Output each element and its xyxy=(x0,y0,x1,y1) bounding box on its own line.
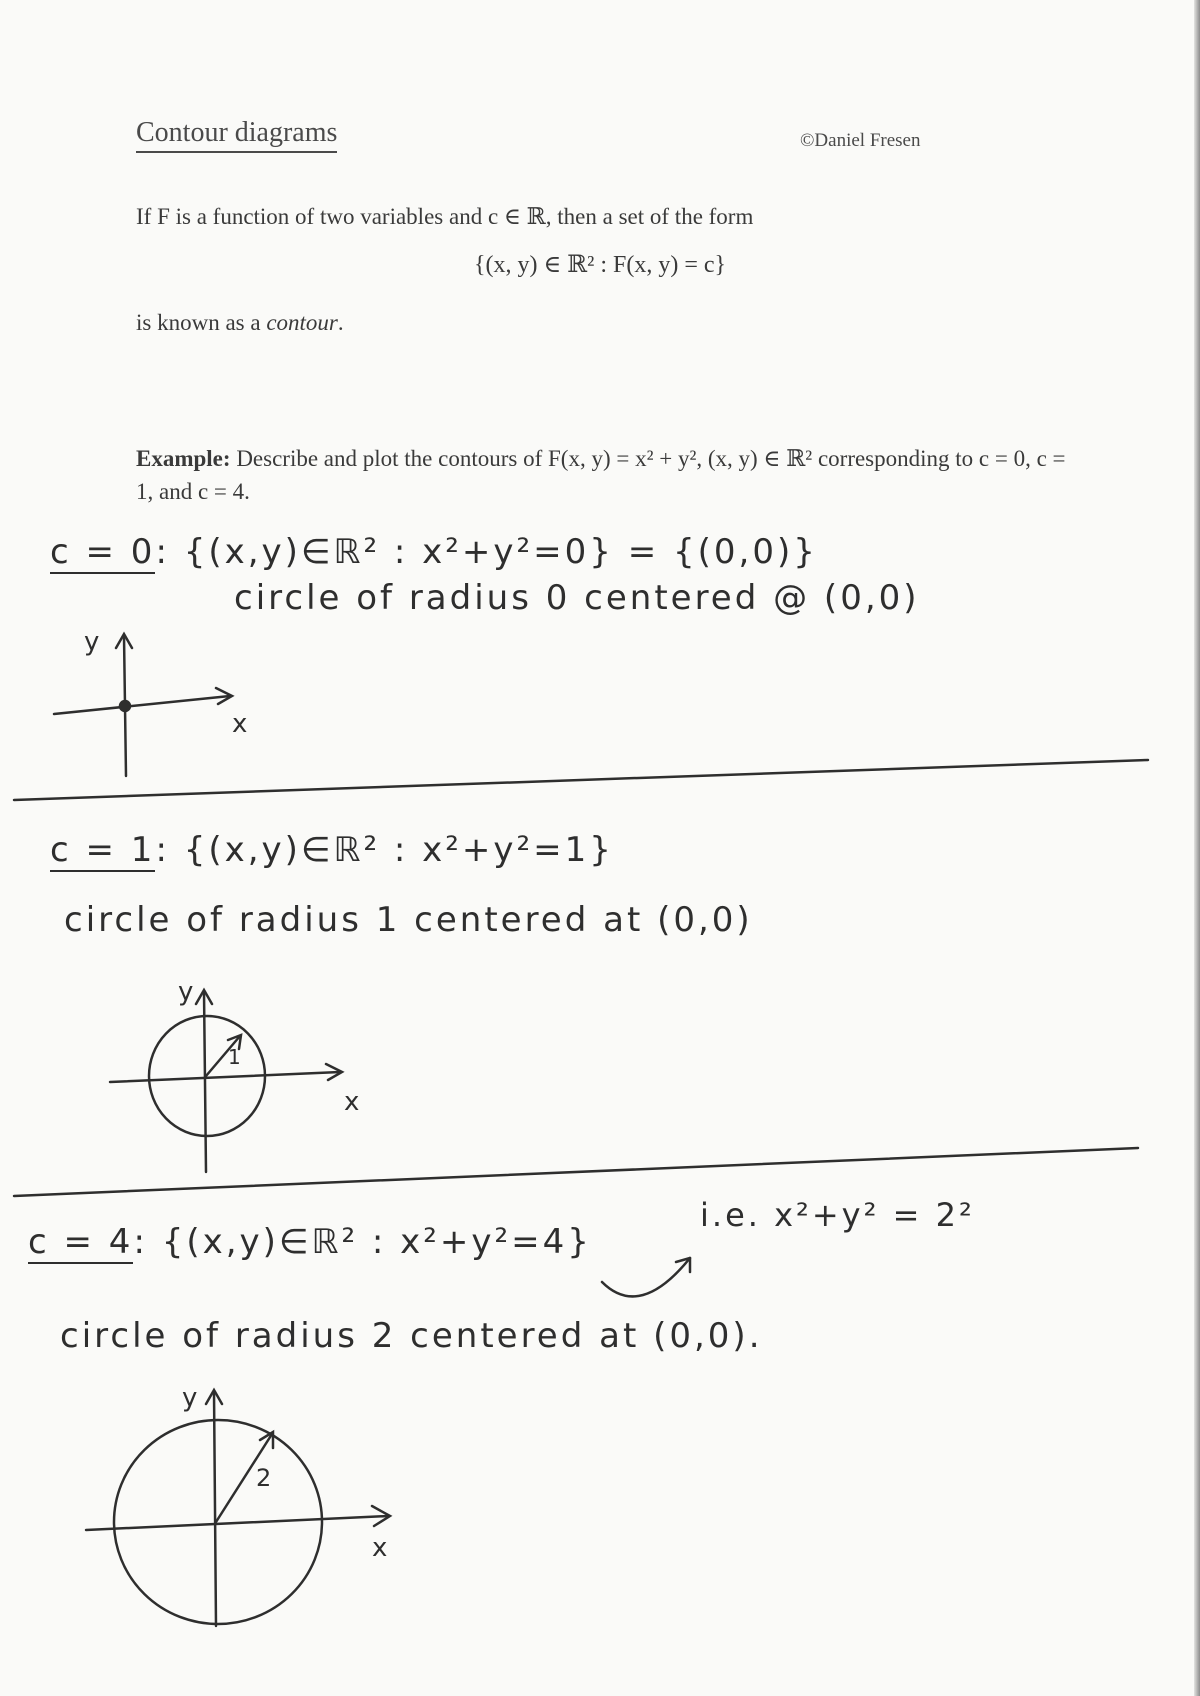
case-4-circle xyxy=(114,1420,322,1624)
case-0-description: circle of radius 0 centered @ (0,0) xyxy=(234,578,920,618)
case-0-axes xyxy=(54,634,232,776)
example-label: Example: xyxy=(136,446,231,471)
case-1-x-axis xyxy=(110,1072,340,1082)
case-1-y-axis xyxy=(204,992,206,1172)
definition-outro-suffix: . xyxy=(337,310,344,335)
case-4-axes xyxy=(86,1390,390,1626)
case-4-radius-label: 2 xyxy=(256,1464,272,1492)
case-4-set: : {(x,y)∈ℝ² : x²+y²=4} xyxy=(133,1222,592,1262)
definition-outro-prefix: is known as a xyxy=(136,310,267,335)
case-1-y-label: y xyxy=(178,977,194,1007)
divider-line xyxy=(14,1148,1138,1196)
case-0-label: c = 0 xyxy=(50,532,156,572)
curved-arrow-icon xyxy=(602,1258,690,1296)
case-4-y-label: y xyxy=(182,1383,198,1413)
case-0-x-axis xyxy=(54,696,230,714)
page-title: Contour diagrams xyxy=(136,118,337,153)
case-4-x-axis xyxy=(86,1516,388,1530)
case-0-y-label: y xyxy=(84,627,100,657)
case-4-aside: i.e. x²+y² = 2² xyxy=(700,1196,975,1234)
case-1-set: : {(x,y)∈ℝ² : x²+y²=1} xyxy=(155,830,614,870)
definition-intro: If F is a function of two variables and c ∈ ℝ, then a set of the form xyxy=(136,204,754,229)
definition-term: contour xyxy=(266,310,338,335)
divider-line xyxy=(14,760,1148,800)
case-4-y-axis xyxy=(214,1392,216,1626)
definition-set: {(x, y) ∈ ℝ² : F(x, y) = c} xyxy=(473,252,727,278)
example-text: Describe and plot the contours of F(x, y) = x² + y², (x, y) ∈ ℝ² corresponding to c = 0, c = 1, and c = 4. xyxy=(136,446,1066,505)
case-1-label: c = 1 xyxy=(50,830,156,870)
case-1-radius-label: 1 xyxy=(228,1045,241,1069)
case-4-description: circle of radius 2 centered at (0,0). xyxy=(60,1316,763,1356)
case-0-x-label: x xyxy=(232,709,248,739)
case-0-origin-point xyxy=(120,701,130,711)
case-0-set: : {(x,y)∈ℝ² : x²+y²=0} = {(0,0)} xyxy=(155,532,818,572)
case-4-x-label: x xyxy=(372,1533,388,1563)
case-1-axes xyxy=(110,990,342,1172)
copyright-notice: ©Daniel Fresen xyxy=(800,130,921,151)
case-4-radius-arrow-icon xyxy=(260,1432,273,1448)
case-4-label: c = 4 xyxy=(28,1222,134,1262)
case-1-x-label: x xyxy=(344,1087,360,1117)
case-1-description: circle of radius 1 centered at (0,0) xyxy=(64,900,753,940)
